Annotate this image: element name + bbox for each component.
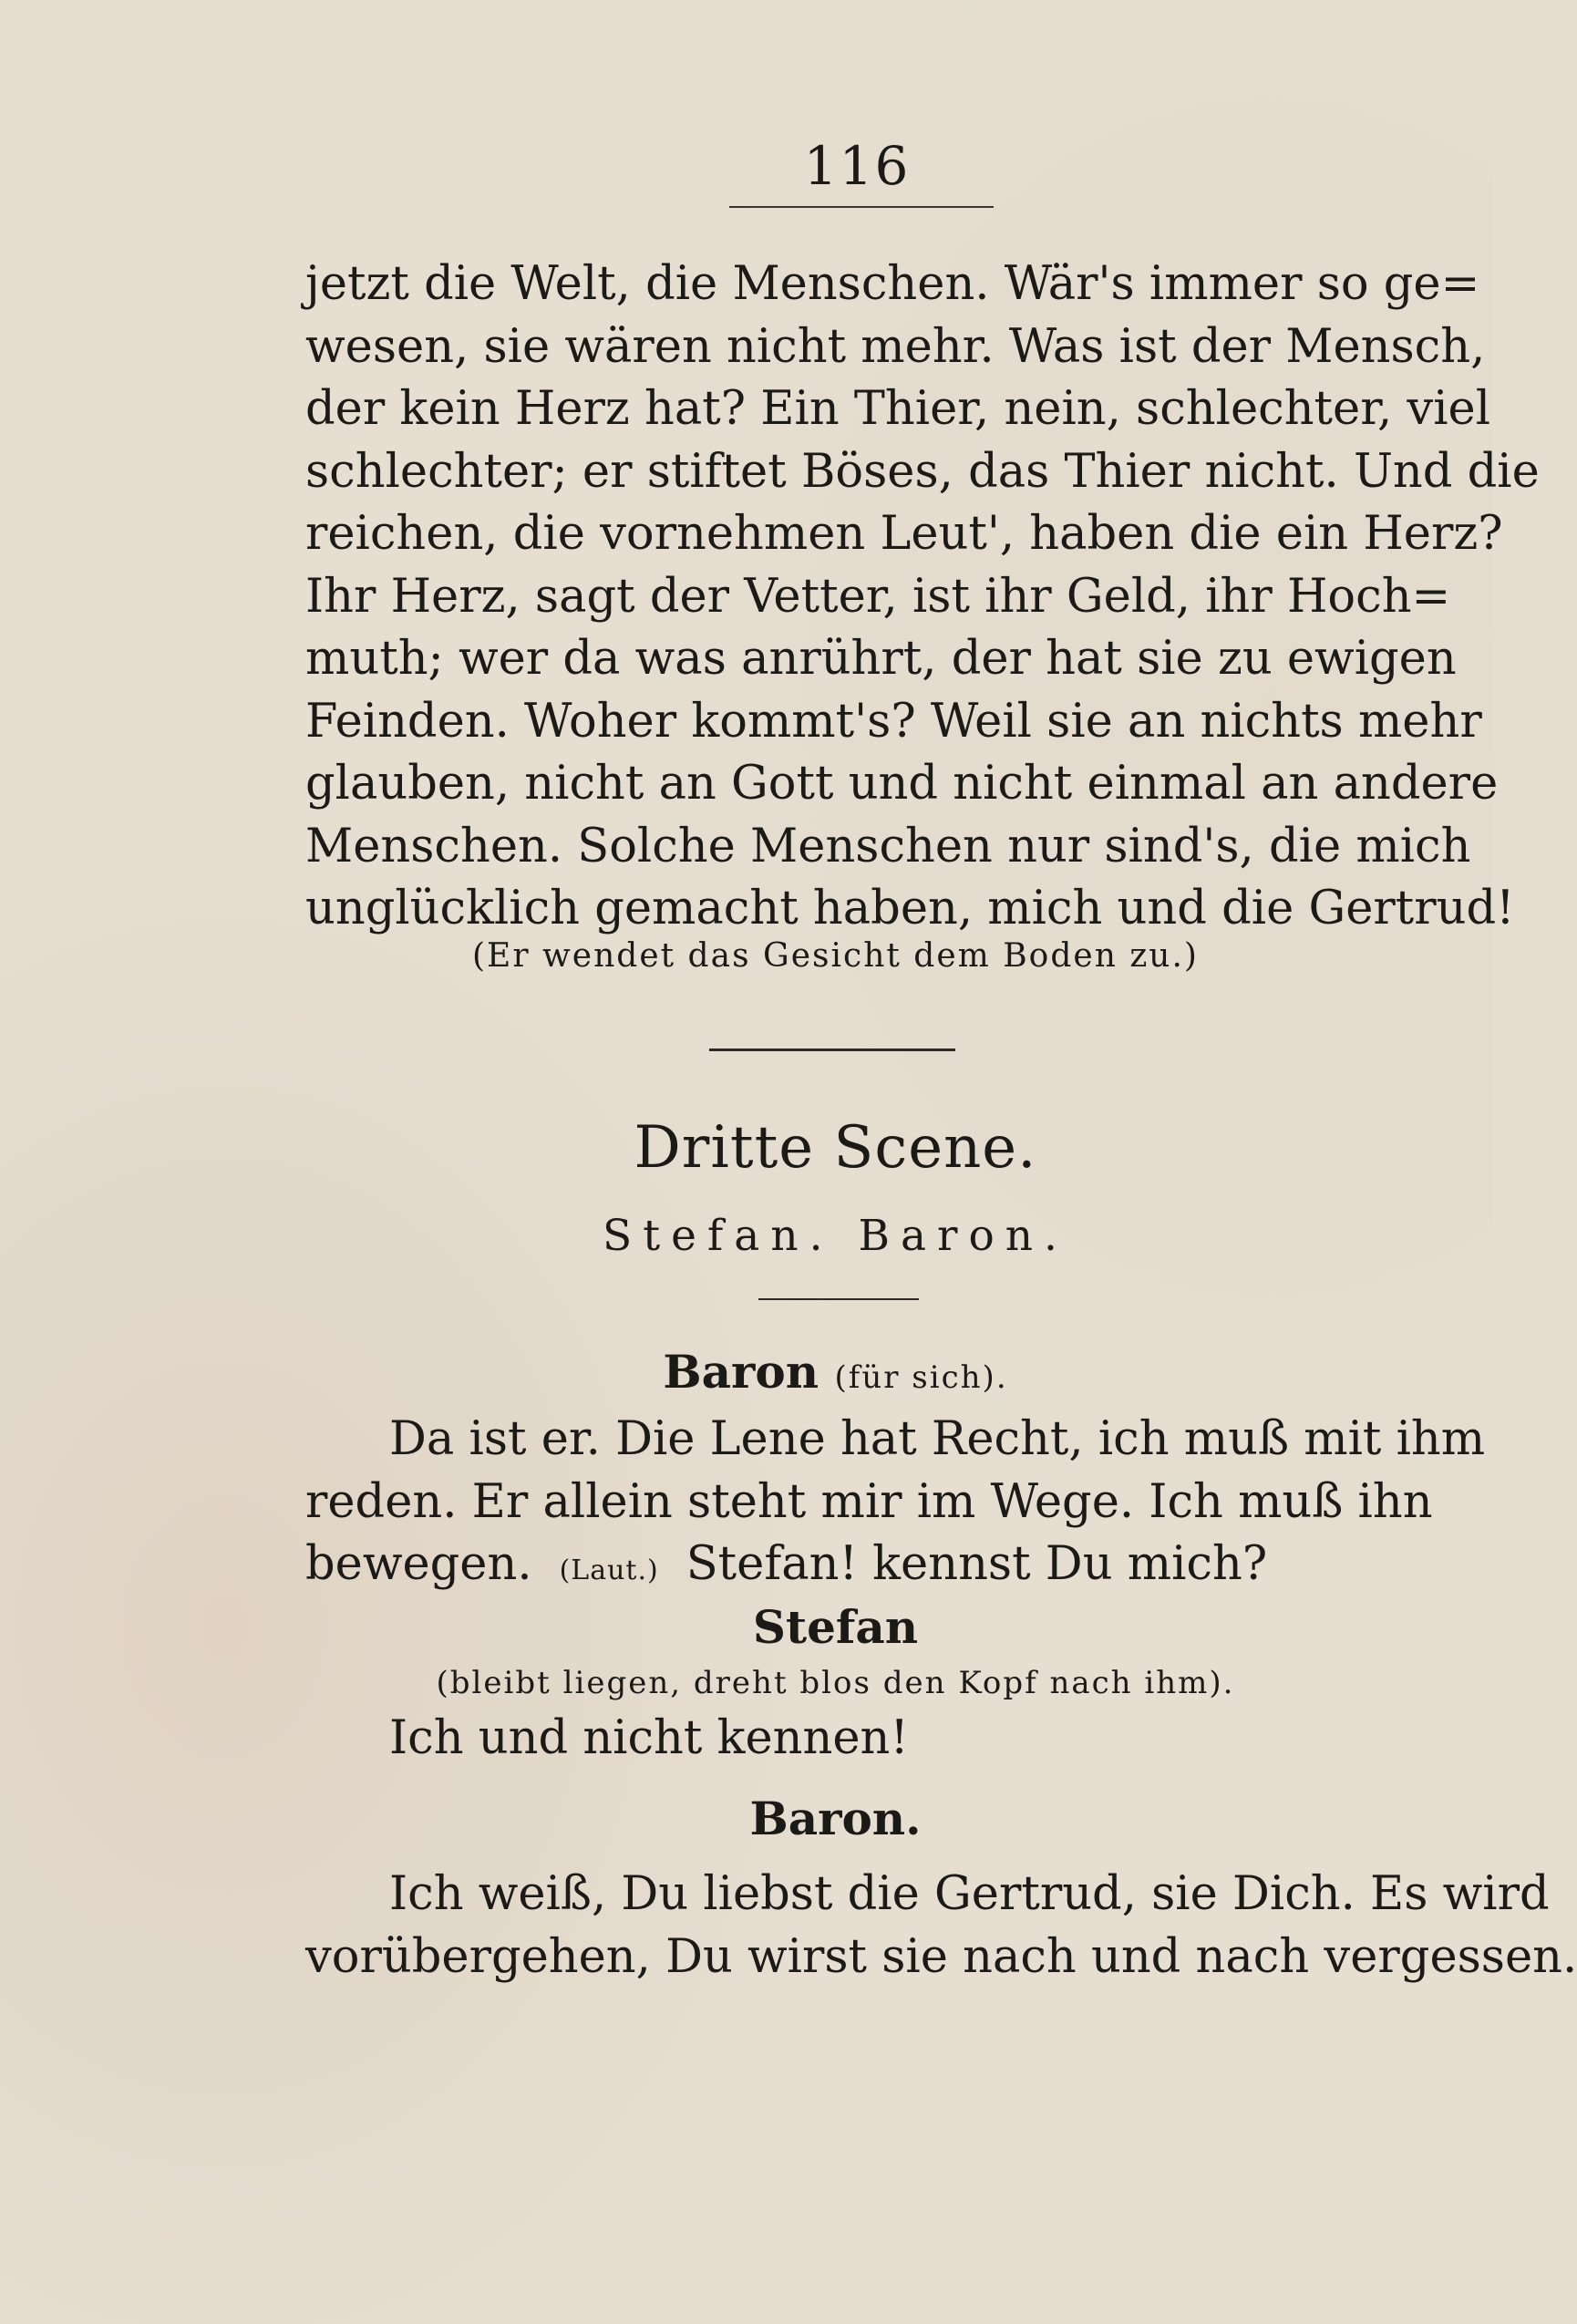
text-line-last: unglücklich gemacht haben, mich und die Gertrud!	[305, 882, 1515, 935]
text-line: muth; wer da was anrührt, der hat sie zu ewigen	[305, 632, 1457, 686]
page-number: 116	[803, 135, 911, 197]
text-line: jetzt die Welt, die Menschen. Wär's immer so ge=	[305, 257, 1480, 311]
text-line: Ich weiß, Du liebst die Gertrud, sie Dich. Es wird	[389, 1867, 1550, 1921]
text-line: vorübergehen, Du wirst sie nach und nach vergessen.	[305, 1929, 1577, 1984]
section-divider	[709, 1048, 955, 1051]
continued-speech	[305, 253, 1540, 941]
inline-aside: (Laut.)	[559, 1554, 659, 1586]
speaker-baron-2: Baron.	[749, 1792, 922, 1845]
line-start: bewegen.	[305, 1537, 532, 1591]
stage-direction: (Er wendet das Gesicht dem Boden zu.)	[472, 937, 1199, 975]
text-line: wesen, sie wären nicht mehr. Was ist der Mensch,	[305, 319, 1486, 374]
characters-divider	[758, 1298, 919, 1300]
text-line: reichen, die vornehmen Leut', haben die ein Herz?	[305, 507, 1503, 561]
speaker-aside: (für sich).	[834, 1359, 1008, 1396]
line-end: Stefan! kennst Du mich?	[685, 1537, 1268, 1591]
text-line: Menschen. Solche Menschen nur sind's, die mich	[305, 819, 1471, 873]
text-line-last	[305, 1534, 1366, 1596]
speaker-baron	[305, 1345, 1366, 1399]
scene-title: Dritte Scene.	[634, 1114, 1037, 1182]
text-line: Feinden. Woher kommt's? Weil sie an nichts mehr	[305, 694, 1482, 749]
baron-speech-2	[305, 1864, 1577, 1988]
speaker-stefan: Stefan	[752, 1600, 919, 1654]
text-line: der kein Herz hat? Ein Thier, nein, schlechter, viel	[305, 382, 1491, 436]
text-line: Ihr Herz, sagt der Vetter, ist ihr Geld, ihr Hoch=	[305, 569, 1451, 624]
text-line: Ich und nicht kennen!	[389, 1711, 909, 1765]
baron-speech	[305, 1409, 1486, 1596]
stefan-speech	[305, 1708, 1366, 1771]
text-line: reden. Er allein steht mir im Wege. Ich muß ihn	[305, 1474, 1433, 1529]
text-line: Da ist er. Die Lene hat Recht, ich muß mit ihm	[389, 1412, 1486, 1466]
header-rule	[729, 206, 994, 208]
speaker-name: Baron	[663, 1345, 819, 1399]
text-line: schlechter; er stiftet Böses, das Thier nicht. Und die	[305, 444, 1540, 499]
stage-direction: (bleibt liegen, dreht blos den Kopf nach ihm).	[436, 1665, 1235, 1701]
text-line: glauben, nicht an Gott und nicht einmal an andere	[305, 757, 1499, 811]
scene-characters: Stefan. Baron.	[603, 1211, 1068, 1261]
